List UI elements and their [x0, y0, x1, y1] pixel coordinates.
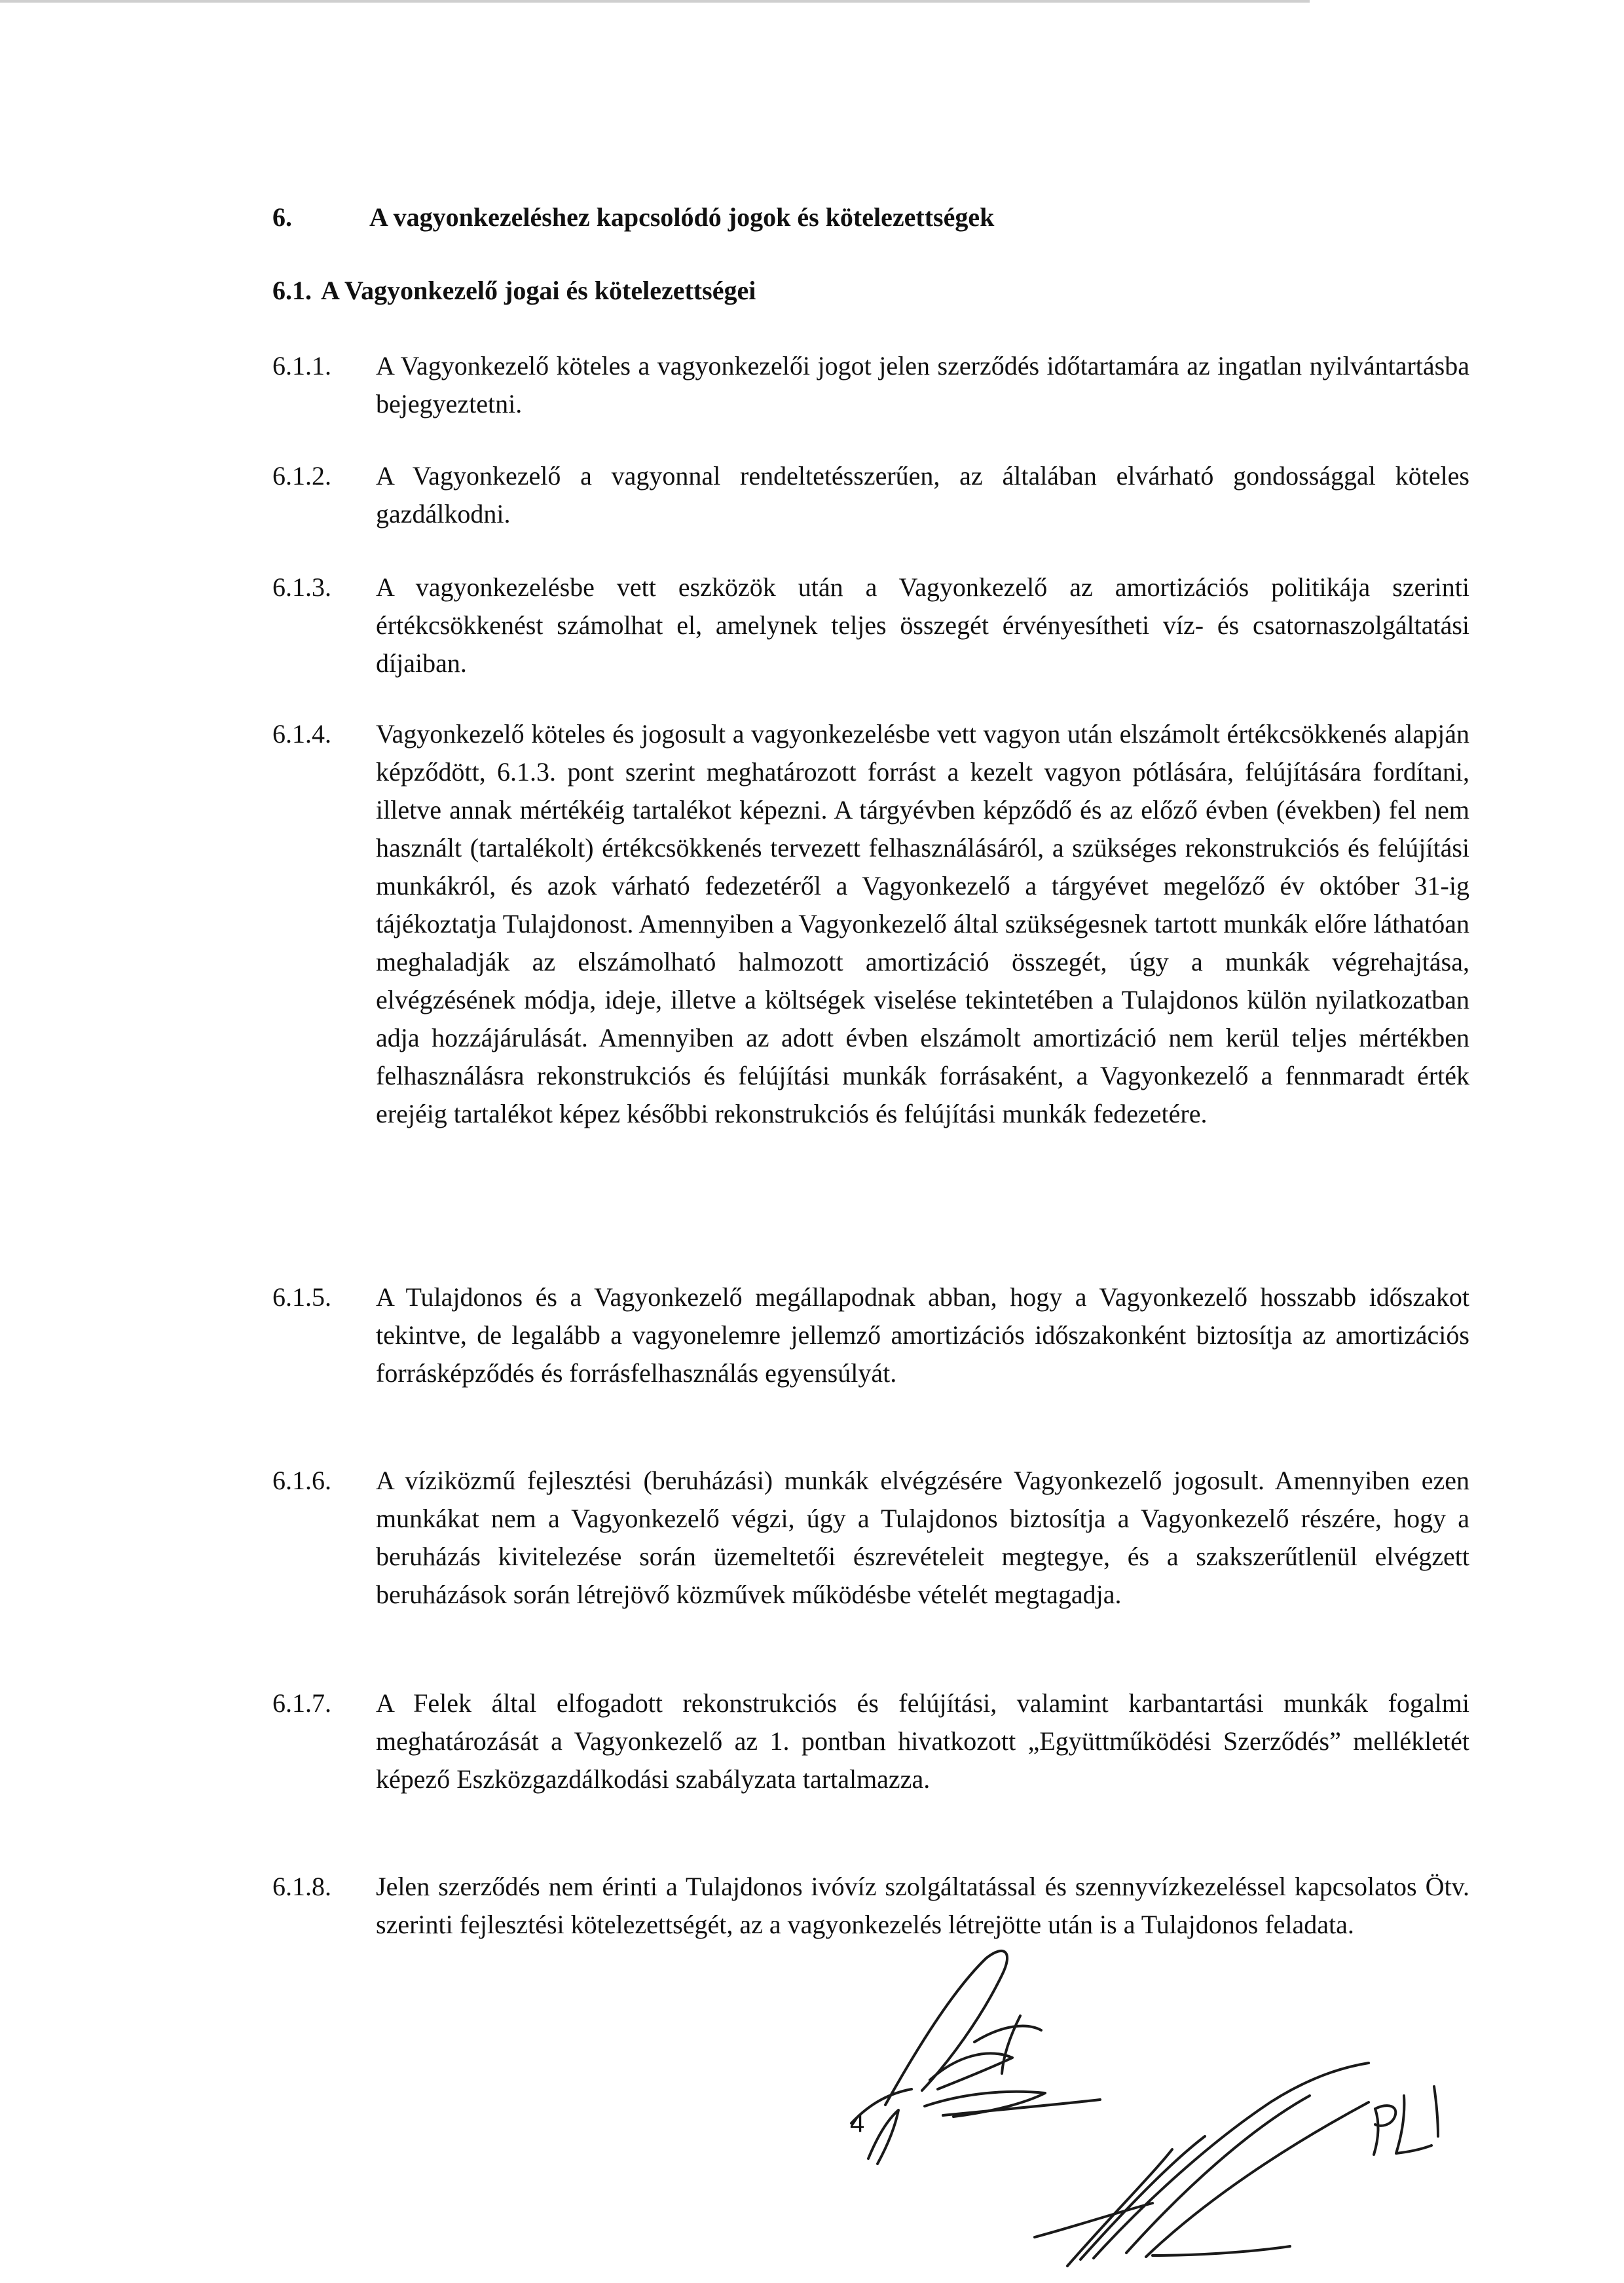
clause-number: 6.1.1.	[272, 351, 331, 380]
clause-text: A víziközmű fejlesztési (beruházási) munkák elvégzésére Vagyonkezelő jogosult. Amennyiben ezen munkákat nem a Vagyonkezelő végzi, úgy a Tulajdonos biztosítja a Vagyonkezelő részére, hogy a beruházás kivitelezése során üzemeltetői észrevételeit megtegye, és a szakszerűtlenül elvégzett beruházások során létrejövő közművek működésbe vételét megtagadja.	[376, 1466, 1469, 1609]
clause-number: 6.1.2.	[272, 461, 331, 491]
subsection-title: A Vagyonkezelő jogai és kötelezettségei	[321, 276, 756, 305]
signature-scribble-left	[851, 1951, 1100, 2164]
clause-number: 6.1.5.	[272, 1282, 331, 1312]
page-number: 4	[850, 2109, 865, 2138]
scan-edge-line	[0, 0, 1310, 3]
clause-number: 6.1.3.	[272, 572, 331, 602]
clause-text: Vagyonkezelő köteles és jogosult a vagyonkezelésbe vett vagyon után elszámolt értékcsökkenés alapján képződött, 6.1.3. pont szerint meghatározott forrást a kezelt vagyon pótlására, felújítására fordítani, illetve annak mértékéig tartalékot képezni. A tárgyévben képződő és az előző évben (években) fel nem használt (tartalékolt) értékcsökkenés tervezett felhasználásáról, a szükséges rekonstrukciós és felújítási munkákról, és azok várható fedezetéről a Vagyonkezelő a tárgyévet megelőző év október 31-ig tájékoztatja Tulajdonost. Amennyiben a Vagyonkezelő által szükségesnek tartott munkák előre láthatóan meghaladják az elszámolható halmozott amortizáció összegét, úgy a munkák végrehajtása, elvégzésének módja, ideje, illetve a költségek viselése tekintetében a Tulajdonos külön nyilatkozatban adja hozzájárulását. Amennyiben az adott évben elszámolt amortizáció nem kerül teljes mértékben felhasználásra rekonstrukciós és felújítási munkák forrásaként, a Vagyonkezelő a fennmaradt érték erejéig tartalékot képez későbbi rekonstrukciós és felújítási munkák fedezetére.	[376, 719, 1469, 1128]
signatures	[812, 969, 1624, 2283]
clause-text: Jelen szerződés nem érinti a Tulajdonos ivóvíz szolgáltatással és szennyvízkezeléssel kapcsolatos Ötv. szerinti fejlesztési kötelezettségét, az a vagyonkezelés létrejötte után is a Tulajdonos feladata.	[376, 1872, 1469, 1939]
clause-number: 6.1.4.	[272, 719, 331, 749]
clause-text: A Vagyonkezelő a vagyonnal rendeltetésszerűen, az általában elvárható gondossággal köteles gazdálkodni.	[376, 461, 1469, 529]
signature-scribble-right	[1035, 2063, 1369, 2266]
clause-text: A Tulajdonos és a Vagyonkezelő megállapodnak abban, hogy a Vagyonkezelő hosszabb időszakot tekintve, de legalább a vagyonelemre jellemző amortizációs időszakonként biztosítja az amortizációs forrásképződés és forrásfelhasználás egyensúlyát.	[376, 1282, 1469, 1388]
clause-text: A Felek által elfogadott rekonstrukciós és felújítási, valamint karbantartási munkák fogalmi meghatározását a Vagyonkezelő az 1. pontban hivatkozott „Együttműködési Szerződés” mellékletét képező Eszközgazdálkodási szabályzata tartalmazza.	[376, 1688, 1469, 1794]
clause-text: A vagyonkezelésbe vett eszközök után a Vagyonkezelő az amortizációs politikája szerinti értékcsökkenést számolhat el, amelynek teljes összegét érvényesítheti víz- és csatornaszolgáltatási díjaiban.	[376, 572, 1469, 678]
subsection-heading	[272, 275, 756, 306]
subsection-number: 6.1.	[272, 276, 312, 305]
section-heading	[272, 202, 994, 233]
section-title: A vagyonkezeléshez kapcsolódó jogok és kötelezettségek	[369, 202, 995, 232]
clause-number: 6.1.6.	[272, 1466, 331, 1495]
clause-number: 6.1.8.	[272, 1872, 331, 1901]
clause-text: A Vagyonkezelő köteles a vagyonkezelői jogot jelen szerződés időtartamára az ingatlan nyilvántartásba bejegyeztetni.	[376, 351, 1469, 418]
section-number: 6.	[272, 202, 292, 232]
signature-initials-pl	[1374, 2087, 1438, 2155]
clause-number: 6.1.7.	[272, 1688, 331, 1718]
